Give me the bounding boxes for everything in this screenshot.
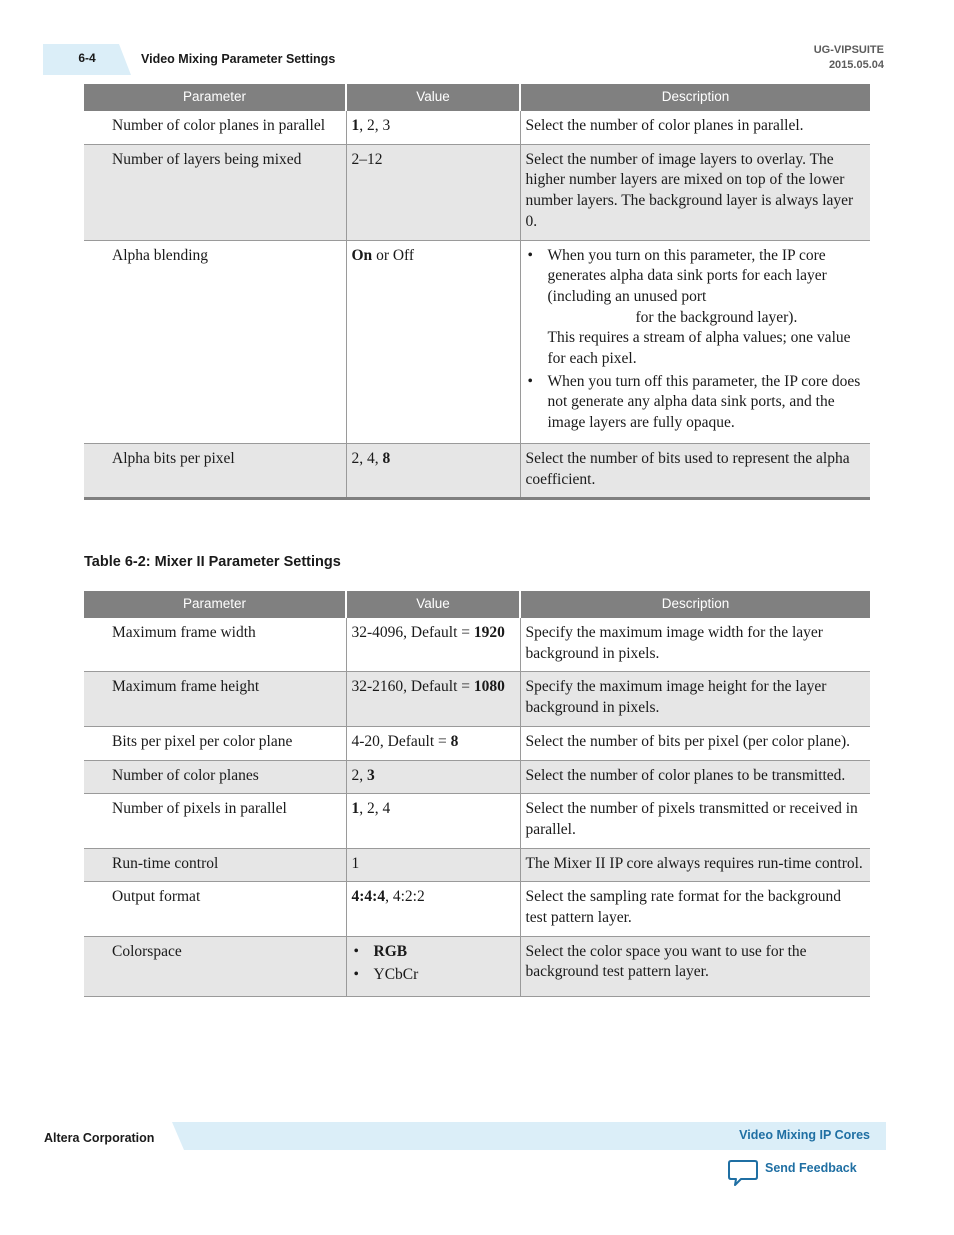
table-row	[84, 111, 870, 144]
column-header-description: Description	[520, 84, 870, 111]
default-value: 1920	[473, 624, 505, 641]
value-options: , 2, 3	[359, 117, 391, 134]
bullet-text: When you turn on this parameter, the IP core generates alpha data sink ports for each layer (including an unused port	[547, 246, 827, 305]
value-options: 2,	[351, 766, 367, 784]
colorspace-options	[352, 942, 514, 986]
desc-cell: Select the color space you want to use for the background test pattern layer.	[520, 936, 870, 996]
param-cell: Number of color planes in parallel	[84, 111, 346, 144]
desc-cell: Select the number of pixels transmitted or received in parallel.	[520, 794, 870, 848]
table-row	[84, 240, 870, 443]
default-value: On	[351, 246, 373, 264]
table-caption: Table 6-2: Mixer II Parameter Settings	[84, 554, 341, 570]
param-cell: Bits per pixel per color plane	[84, 726, 346, 760]
chapter-link[interactable]: Video Mixing IP Cores	[739, 1128, 870, 1142]
table-row	[84, 882, 870, 936]
list-item	[352, 942, 514, 963]
list-item	[526, 246, 865, 370]
section-title: Video Mixing Parameter Settings	[141, 52, 336, 66]
value-options: , 2, 4	[359, 800, 391, 818]
table-header-row	[84, 84, 870, 111]
table-header-row	[84, 591, 870, 618]
default-value: 4:4:4	[351, 888, 386, 906]
value-cell: 2–12	[346, 144, 520, 240]
table-row	[84, 672, 870, 726]
list-item: • YCbCr	[352, 965, 514, 986]
table-row	[84, 618, 870, 672]
value-cell	[346, 760, 520, 794]
default-value: 1	[351, 117, 360, 134]
param-cell: Number of pixels in parallel	[84, 794, 346, 848]
param-cell: Colorspace	[84, 936, 346, 996]
parameter-table-continued	[84, 84, 870, 500]
param-cell: Alpha blending	[84, 240, 346, 443]
param-cell: Number of layers being mixed	[84, 144, 346, 240]
desc-cell: Select the number of bits per pixel (per color plane).	[520, 726, 870, 760]
table-row	[84, 936, 870, 996]
desc-cell: Select the sampling rate format for the background test pattern layer.	[520, 882, 870, 936]
mixer-ii-parameter-table	[84, 591, 870, 997]
value-cell	[346, 936, 520, 996]
value-range: 32-2160, Default =	[351, 678, 474, 696]
column-header-value: Value	[346, 591, 520, 618]
bullet-list	[526, 246, 865, 434]
default-value: RGB	[373, 942, 408, 960]
param-cell: Run-time control	[84, 848, 346, 882]
value-cell: 1	[346, 848, 520, 882]
value-range: 4-20, Default =	[351, 732, 451, 750]
default-value: 8	[382, 449, 391, 467]
footer-band	[172, 1122, 886, 1150]
desc-cell	[520, 240, 870, 443]
param-cell: Output format	[84, 882, 346, 936]
value-cell	[346, 618, 520, 672]
default-value: 8	[450, 732, 459, 750]
table-row	[84, 726, 870, 760]
send-feedback-label[interactable]: Send Feedback	[765, 1161, 857, 1175]
param-cell: Maximum frame height	[84, 672, 346, 726]
default-value: 1	[351, 800, 360, 818]
table-row	[84, 144, 870, 240]
value-options: 2, 4,	[351, 449, 383, 467]
column-header-value: Value	[346, 84, 520, 111]
doc-id: UG-VIPSUITE	[813, 44, 884, 56]
value-cell	[346, 443, 520, 498]
column-header-parameter: Parameter	[84, 84, 346, 111]
column-header-description: Description	[520, 591, 870, 618]
company-name: Altera Corporation	[44, 1131, 155, 1145]
value-cell	[346, 672, 520, 726]
value-cell	[346, 240, 520, 443]
desc-cell: Select the number of color planes in parallel.	[520, 111, 870, 144]
column-header-parameter: Parameter	[84, 591, 346, 618]
speech-bubble-icon	[727, 1158, 759, 1188]
page-number: 6-4	[78, 51, 96, 65]
value-cell	[346, 726, 520, 760]
param-cell: Alpha bits per pixel	[84, 443, 346, 498]
desc-cell: Specify the maximum image height for the layer background in pixels.	[520, 672, 870, 726]
table-row	[84, 760, 870, 794]
param-cell: Maximum frame width	[84, 618, 346, 672]
desc-cell: Specify the maximum image width for the layer background in pixels.	[520, 618, 870, 672]
bullet-text: This requires a stream of alpha values; one value for each pixel.	[547, 329, 851, 368]
value-cell	[346, 882, 520, 936]
table-row	[84, 794, 870, 848]
table-row	[84, 848, 870, 882]
bullet-text: for the background layer).	[635, 308, 798, 326]
desc-cell: Select the number of color planes to be transmitted.	[520, 760, 870, 794]
param-cell: Number of color planes	[84, 760, 346, 794]
default-value: 1080	[473, 678, 505, 696]
value-range: 32-4096, Default =	[351, 624, 474, 641]
value-cell	[346, 111, 520, 144]
list-item: • When you turn off this parameter, the IP core does not generate any alpha data sink ports, and the image layers are fully opaque.	[526, 372, 865, 434]
page-number-tab	[43, 44, 131, 75]
default-value: 3	[367, 766, 375, 784]
table-row	[84, 443, 870, 498]
desc-cell: Select the number of image layers to overlay. The higher number layers are mixed on top of the lower number layers. The background layer is always layer 0.	[520, 144, 870, 240]
value-options: or Off	[372, 246, 415, 264]
desc-cell: The Mixer II IP core always requires run-time control.	[520, 848, 870, 882]
value-options: , 4:2:2	[385, 888, 425, 906]
value-cell	[346, 794, 520, 848]
doc-info	[814, 43, 884, 73]
desc-cell: Select the number of bits used to represent the alpha coefficient.	[520, 443, 870, 498]
doc-date: 2015.05.04	[828, 59, 884, 71]
